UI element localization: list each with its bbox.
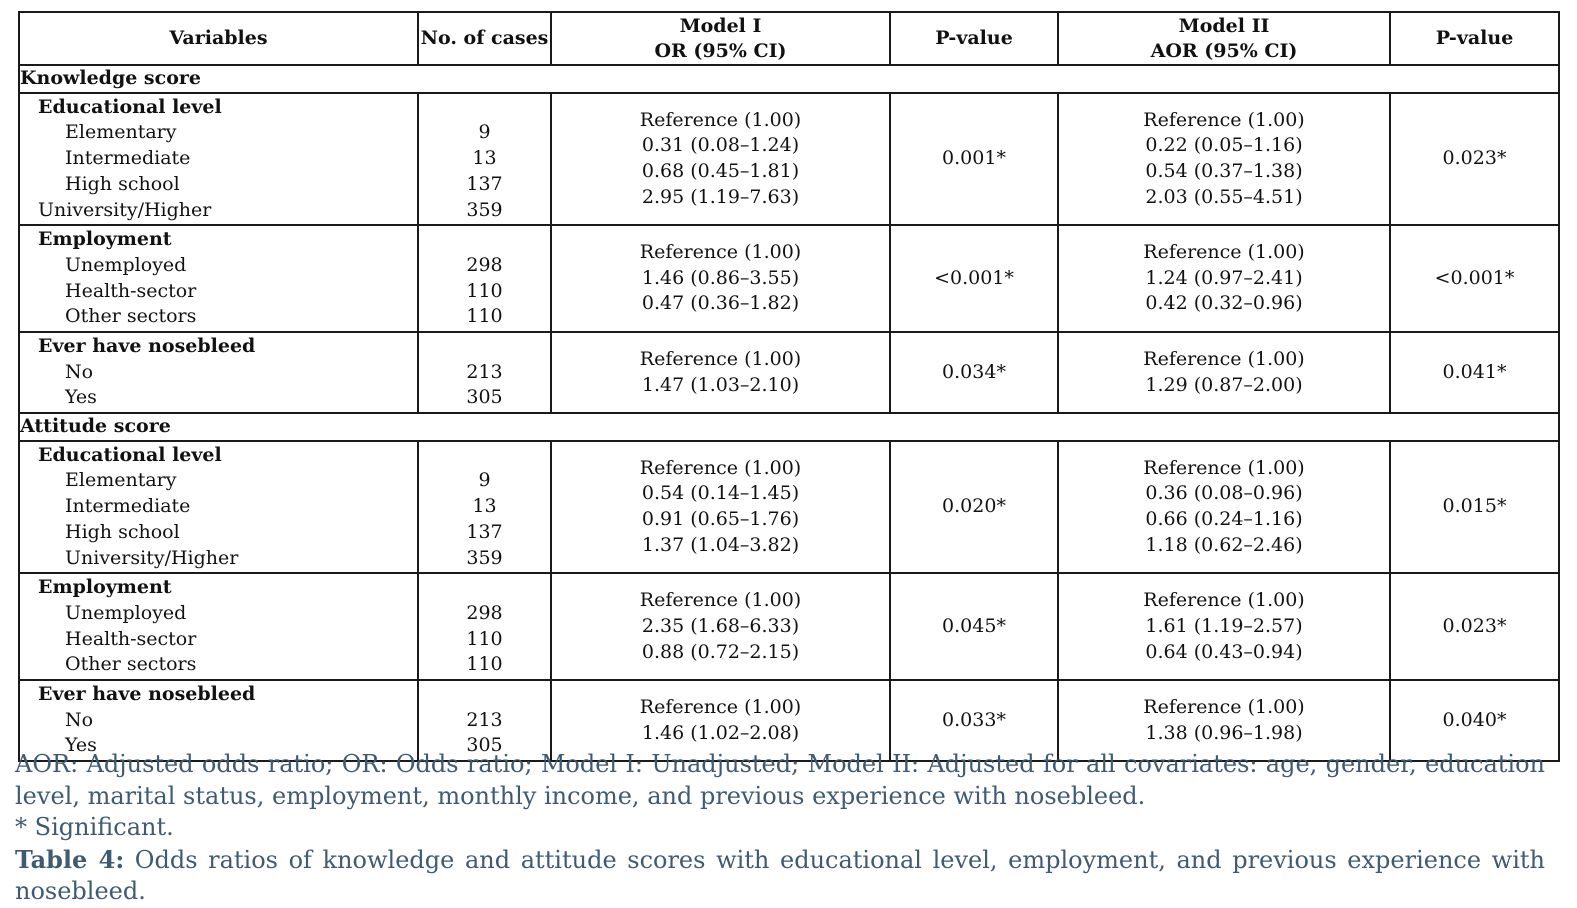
- model1-cell: [551, 225, 890, 332]
- cases-value: 305: [466, 386, 503, 409]
- header-model2-title: Model II: [1178, 14, 1270, 37]
- header-pvalue2: P-value: [1390, 12, 1559, 65]
- header-model2: [1058, 12, 1390, 65]
- cases-cell: [418, 332, 551, 413]
- model1-value: Reference (1.00): [639, 347, 802, 370]
- pvalue1-cell: <0.001*: [890, 225, 1058, 332]
- cases-value: 137: [466, 520, 503, 543]
- caption-text: Odds ratios of knowledge and attitude scores with educational level, employment, and previous experience with nosebleed.: [15, 845, 1545, 905]
- model1-value: 2.95 (1.19–7.63): [641, 185, 800, 208]
- pvalue1-cell: 0.034*: [890, 332, 1058, 413]
- cases-spacer: [419, 443, 550, 469]
- variable-label: Health-sector: [65, 279, 197, 302]
- section-title: Attitude score: [19, 413, 1559, 441]
- model1-cell: [551, 332, 890, 413]
- model2-value: Reference (1.00): [1143, 456, 1305, 479]
- model1-value: 1.47 (1.03–2.10): [641, 373, 800, 396]
- variable-label: High school: [65, 172, 180, 195]
- group-title: Ever have nosebleed: [38, 334, 256, 357]
- group-row: [19, 93, 1559, 226]
- cases-value: 110: [466, 305, 503, 328]
- table-container: [18, 11, 1558, 762]
- variable-label: Yes: [65, 734, 97, 757]
- model2-cell: [1058, 573, 1390, 680]
- group-title: Educational level: [38, 95, 222, 118]
- cases-value: 13: [472, 495, 497, 518]
- variables-cell: [19, 332, 418, 413]
- model2-value: 1.61 (1.19–2.57): [1145, 614, 1303, 637]
- variable-label: Unemployed: [65, 601, 187, 624]
- model2-cell: [1058, 225, 1390, 332]
- variable-label: University/Higher: [38, 198, 212, 221]
- variables-cell: [19, 93, 418, 226]
- cases-spacer: [419, 227, 550, 253]
- model1-value: 0.31 (0.08–1.24): [641, 134, 800, 157]
- model1-value: 0.91 (0.65–1.76): [641, 508, 800, 531]
- cases-value: 298: [466, 601, 503, 624]
- pvalue2-cell: 0.040*: [1390, 680, 1559, 761]
- model2-value: Reference (1.00): [1143, 347, 1305, 370]
- cases-cell: [418, 441, 551, 574]
- pvalue2-cell: 0.015*: [1390, 441, 1559, 574]
- model2-value: 0.42 (0.32–0.96): [1145, 292, 1303, 315]
- pvalue2-cell: 0.041*: [1390, 332, 1559, 413]
- table-body: [19, 65, 1559, 761]
- variable-label: High school: [65, 520, 180, 543]
- significance-note: * Significant.: [15, 813, 174, 841]
- variable-label: Health-sector: [65, 627, 197, 650]
- model1-value: 2.35 (1.68–6.33): [641, 614, 800, 637]
- variable-label: Intermediate: [65, 495, 191, 518]
- model1-cell: [551, 441, 890, 574]
- table-caption: [15, 844, 1545, 908]
- model2-value: 0.64 (0.43–0.94): [1145, 640, 1303, 663]
- model2-value: 0.22 (0.05–1.16): [1145, 134, 1303, 157]
- group-row: [19, 441, 1559, 574]
- model2-value: 0.54 (0.37–1.38): [1145, 159, 1303, 182]
- model1-value: 0.47 (0.36–1.82): [641, 292, 800, 315]
- section-row: [19, 413, 1559, 441]
- section-title: Knowledge score: [19, 65, 1559, 93]
- group-title: Ever have nosebleed: [38, 683, 256, 706]
- group-row: [19, 573, 1559, 680]
- group-title: Employment: [38, 228, 172, 251]
- variable-label: University/Higher: [65, 546, 239, 569]
- model1-value: Reference (1.00): [639, 241, 802, 264]
- cases-value: 305: [466, 734, 503, 757]
- header-cases: No. of cases: [418, 12, 551, 65]
- cases-value: 137: [466, 172, 503, 195]
- pvalue1-cell: 0.045*: [890, 573, 1058, 680]
- cases-cell: [418, 573, 551, 680]
- pvalue2-cell: 0.023*: [1390, 573, 1559, 680]
- cases-value: 213: [466, 360, 503, 383]
- model2-value: 1.24 (0.97–2.41): [1145, 266, 1303, 289]
- model2-value: 1.29 (0.87–2.00): [1145, 373, 1303, 396]
- cases-value: 359: [466, 546, 503, 569]
- cases-value: 9: [478, 469, 491, 492]
- model2-value: 0.66 (0.24–1.16): [1145, 508, 1303, 531]
- model1-value: 0.68 (0.45–1.81): [641, 159, 800, 182]
- group-title: Employment: [38, 576, 172, 599]
- cases-spacer: [419, 334, 550, 360]
- model1-value: 1.46 (0.86–3.55): [641, 266, 800, 289]
- cases-value: 110: [466, 627, 503, 650]
- variable-label: Other sectors: [65, 653, 197, 676]
- model2-value: Reference (1.00): [1143, 108, 1305, 131]
- model1-value: Reference (1.00): [639, 695, 802, 718]
- pvalue1-cell: 0.020*: [890, 441, 1058, 574]
- model1-value: 1.37 (1.04–3.82): [641, 533, 800, 556]
- pvalue1-cell: 0.033*: [890, 680, 1058, 761]
- variable-label: Yes: [65, 386, 97, 409]
- cases-value: 13: [472, 147, 497, 170]
- pvalue2-cell: 0.023*: [1390, 93, 1559, 226]
- header-model1-subtitle: OR (95% CI): [654, 39, 787, 62]
- model2-value: 0.36 (0.08–0.96): [1145, 482, 1303, 505]
- cases-value: 110: [466, 279, 503, 302]
- cases-cell: [418, 93, 551, 226]
- table-footer: [15, 749, 1545, 908]
- cases-value: 9: [478, 121, 491, 144]
- variables-cell: [19, 573, 418, 680]
- model2-value: Reference (1.00): [1143, 695, 1305, 718]
- header-model1: [551, 12, 890, 65]
- variables-cell: [19, 225, 418, 332]
- header-pvalue1: P-value: [890, 12, 1058, 65]
- header-model2-subtitle: AOR (95% CI): [1150, 39, 1298, 62]
- odds-ratio-table: [18, 11, 1560, 762]
- cases-value: 359: [466, 198, 503, 221]
- model1-cell: [551, 93, 890, 226]
- model2-value: Reference (1.00): [1143, 589, 1305, 612]
- group-title: Educational level: [38, 443, 222, 466]
- variable-label: Other sectors: [65, 305, 197, 328]
- model2-cell: [1058, 441, 1390, 574]
- section-row: [19, 65, 1559, 93]
- abbreviations-note: AOR: Adjusted odds ratio; OR: Odds ratio; Model I: Unadjusted; Model II: Adjusted for all covariates: age, gender, education level, marital status, employment, monthly income, and previous experience with nosebleed.: [15, 750, 1545, 810]
- model2-cell: [1058, 93, 1390, 226]
- cases-spacer: [419, 95, 550, 121]
- model1-cell: [551, 573, 890, 680]
- cases-cell: [418, 225, 551, 332]
- model1-value: Reference (1.00): [639, 456, 802, 479]
- cases-value: 110: [466, 653, 503, 676]
- model1-value: 1.46 (1.02–2.08): [641, 721, 800, 744]
- model2-cell: [1058, 332, 1390, 413]
- model1-value: 0.54 (0.14–1.45): [641, 482, 800, 505]
- header-model1-title: Model I: [679, 14, 762, 37]
- model1-value: 0.88 (0.72–2.15): [641, 640, 800, 663]
- model2-value: 1.18 (0.62–2.46): [1145, 533, 1303, 556]
- cases-value: 213: [466, 708, 503, 731]
- cases-spacer: [419, 575, 550, 601]
- variable-label: No: [65, 360, 94, 383]
- cases-spacer: [419, 682, 550, 708]
- header-variables: Variables: [19, 12, 418, 65]
- header-row: [19, 12, 1559, 65]
- caption-label: Table 4:: [15, 844, 125, 874]
- model2-value: 2.03 (0.55–4.51): [1145, 185, 1303, 208]
- cases-value: 298: [466, 253, 503, 276]
- variables-cell: [19, 441, 418, 574]
- pvalue2-cell: <0.001*: [1390, 225, 1559, 332]
- pvalue1-cell: 0.001*: [890, 93, 1058, 226]
- variable-label: Elementary: [65, 121, 177, 144]
- group-row: [19, 225, 1559, 332]
- variable-label: Elementary: [65, 469, 177, 492]
- model1-value: Reference (1.00): [639, 589, 802, 612]
- model1-value: Reference (1.00): [639, 108, 802, 131]
- model2-value: Reference (1.00): [1143, 241, 1305, 264]
- group-row: [19, 332, 1559, 413]
- model2-value: 1.38 (0.96–1.98): [1145, 721, 1303, 744]
- variable-label: Intermediate: [65, 147, 191, 170]
- variable-label: No: [65, 708, 94, 731]
- variable-label: Unemployed: [65, 253, 187, 276]
